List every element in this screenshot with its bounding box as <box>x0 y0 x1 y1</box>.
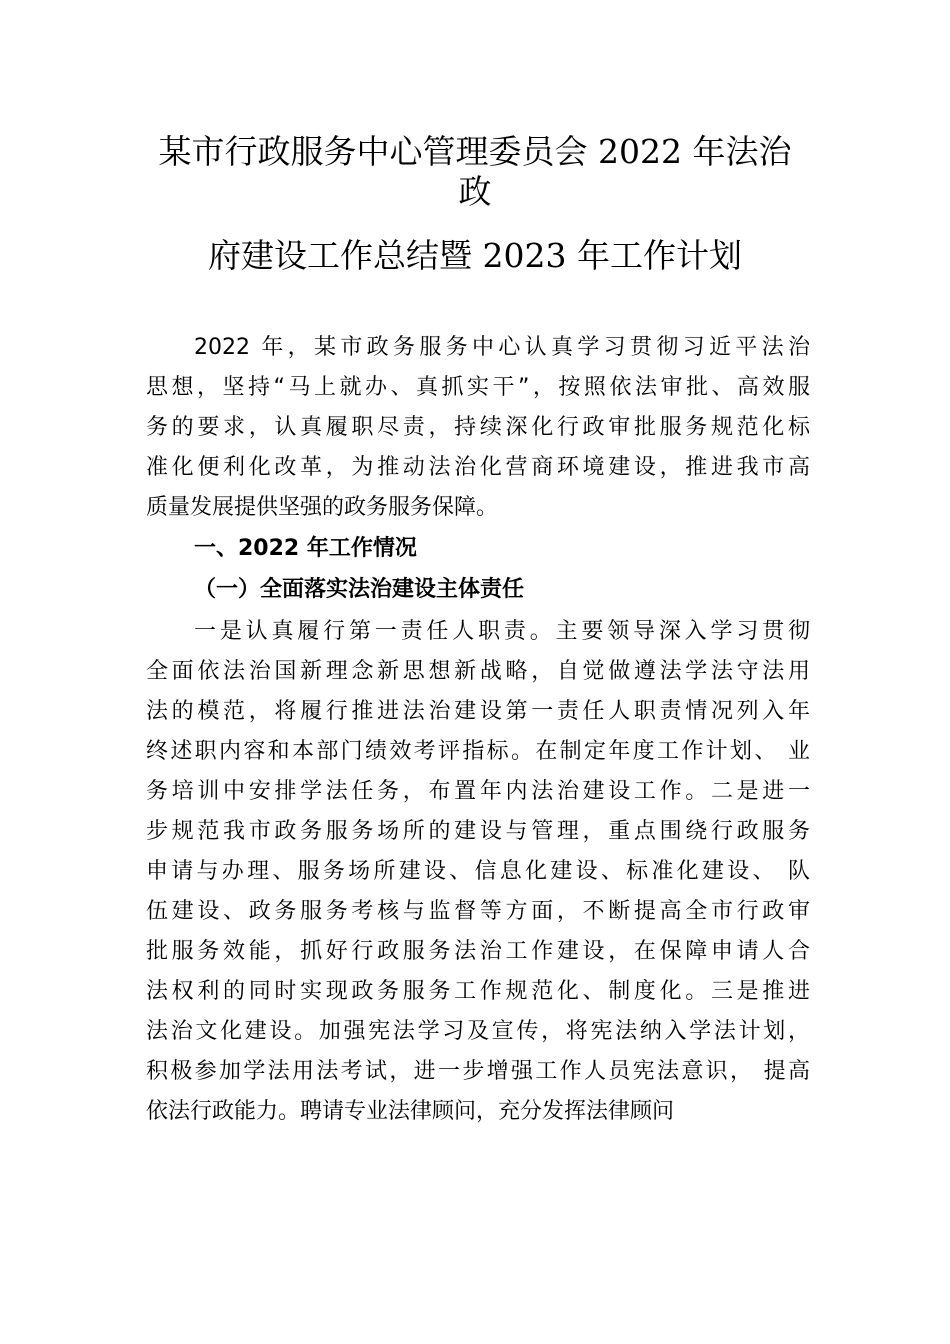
intro-line: 准化便利化改革，为推动法治化营商环境建设，推进我市高 <box>146 455 810 480</box>
intro-line: 2022 年，某市政务服务中心认真学习贯彻习近平法治 <box>194 335 810 360</box>
intro-line: 思想，坚持“马上就办、真抓实干”，按照依法审批、高效服 <box>146 375 810 400</box>
document-title-line-3: 府建设工作总结暨 2023 年工作计划 <box>208 236 742 275</box>
paragraph-line: 一是认真履行第一责任人职责。主要领导深入学习贯彻 <box>194 619 810 644</box>
paragraph-line: 步规范我市政务服务场所的建设与管理，重点围绕行政服务 <box>146 819 810 844</box>
section-heading: 一、2022 年工作情况 <box>194 536 417 561</box>
intro-line: 质量发展提供坚强的政务服务保障。 <box>146 495 499 520</box>
document-title-line-2: 政 <box>458 172 492 211</box>
paragraph-line: 积极参加学法用法考试，进一步增强工作人员宪法意识， 提高 <box>146 1059 810 1084</box>
paragraph-line: 务培训中安排学法任务，布置年内法治建设工作。二是进一 <box>146 779 810 804</box>
paragraph-line: 申请与办理、服务场所建设、信息化建设、标准化建设、 队 <box>146 859 810 884</box>
paragraph-line: 终述职内容和本部门绩效考评指标。在制定年度工作计划、 业 <box>146 739 810 764</box>
intro-line: 务的要求，认真履职尽责，持续深化行政审批服务规范化标 <box>146 415 810 440</box>
paragraph-line: 法权利的同时实现政务服务工作规范化、制度化。三是推进 <box>146 979 810 1004</box>
paragraph-line: 依法行政能力。聘请专业法律顾问，充分发挥法律顾问 <box>146 1099 675 1124</box>
paragraph-line: 批服务效能，抓好行政服务法治工作建设，在保障申请人合 <box>146 939 810 964</box>
paragraph-line: 法的模范，将履行推进法治建设第一责任人职责情况列入年 <box>146 699 810 724</box>
paragraph-line: 全面依法治国新理念新思想新战略，自觉做遵法学法守法用 <box>146 659 810 684</box>
paragraph-line: 伍建设、政务服务考核与监督等方面，不断提高全市行政审 <box>146 899 810 924</box>
paragraph-line: 法治文化建设。加强宪法学习及宣传，将宪法纳入学法计划， <box>146 1019 810 1044</box>
document-title-line-1: 某市行政服务中心管理委员会 2022 年法治 <box>158 132 792 171</box>
subsection-heading: （一）全面落实法治建设主体责任 <box>194 577 525 602</box>
